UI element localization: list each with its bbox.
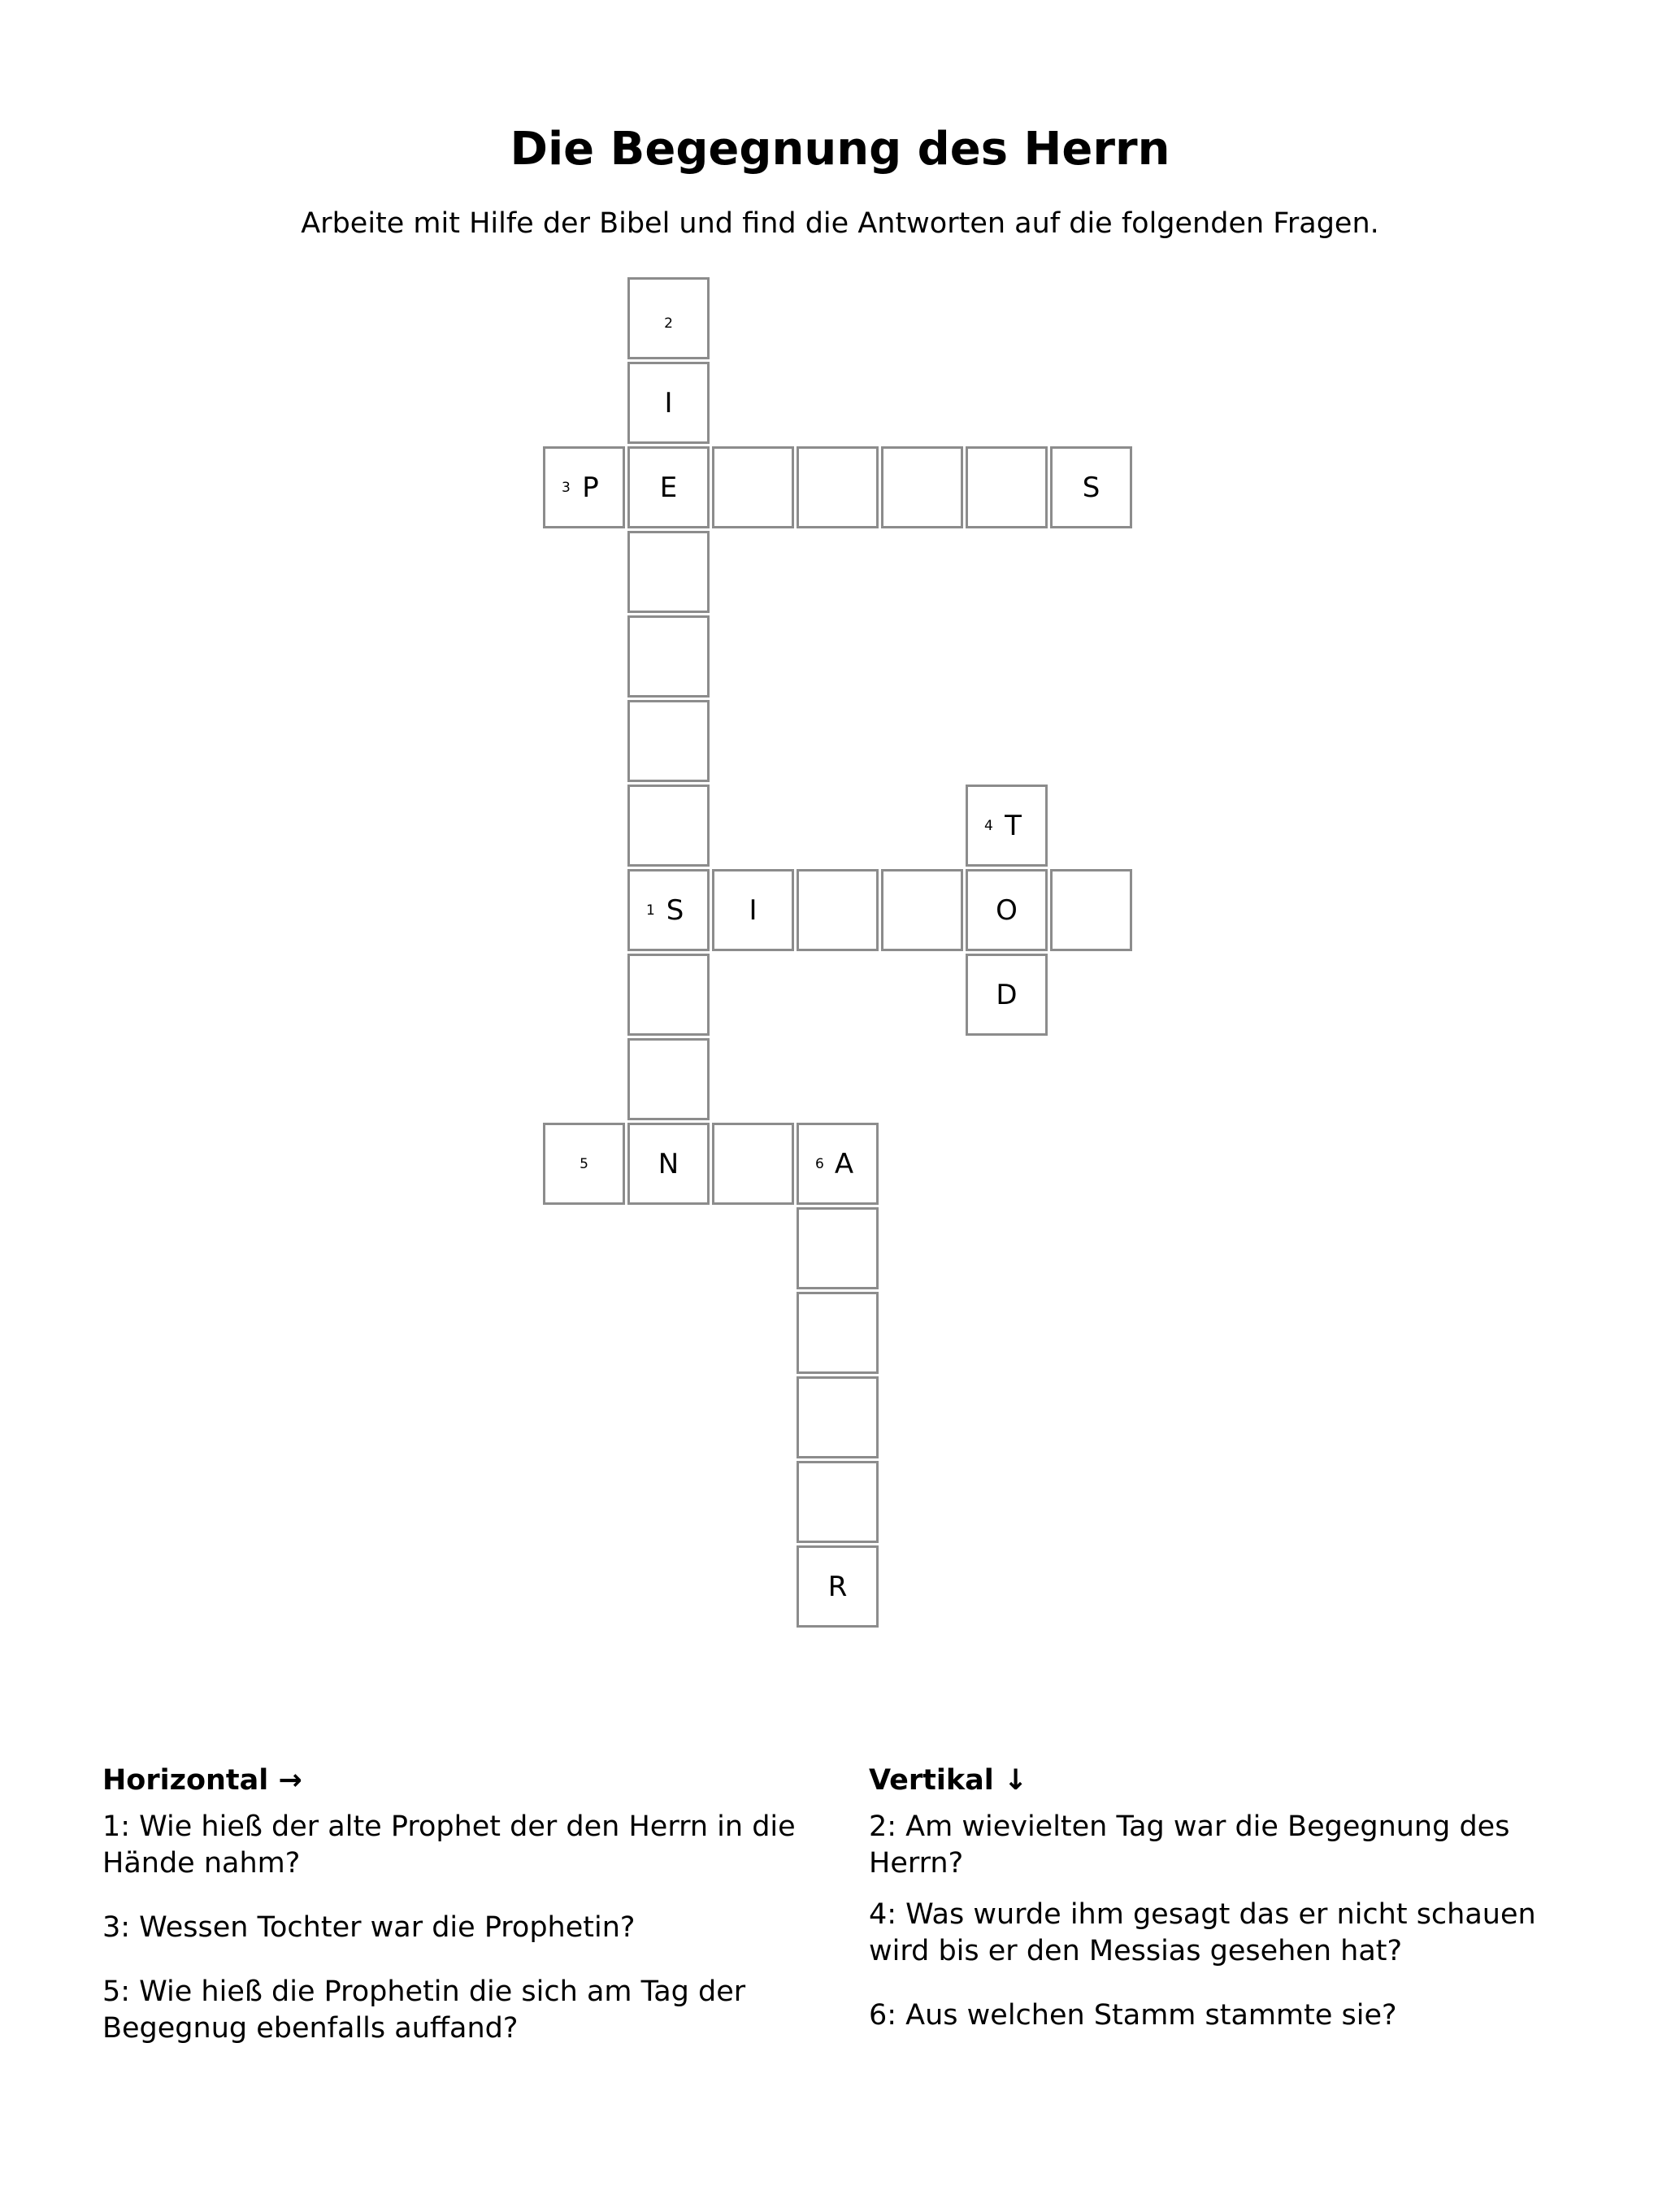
- crossword-cell[interactable]: [627, 869, 710, 951]
- crossword-cell[interactable]: [1050, 869, 1132, 951]
- clue-number: 5: [580, 1155, 588, 1172]
- cell-letter: E: [659, 471, 678, 504]
- crossword-cell[interactable]: [966, 954, 1048, 1036]
- crossword-cell[interactable]: [627, 531, 710, 613]
- vertical-heading: Vertikal ↓: [869, 1764, 1028, 1797]
- crossword-cell[interactable]: [881, 446, 963, 528]
- crossword-cell[interactable]: [627, 1123, 710, 1205]
- crossword-cell[interactable]: [881, 869, 963, 951]
- clue-vertical-4: 4: Was wurde ihm gesagt das er nicht schauen wird bis er den Messias gesehen hat?: [869, 1898, 1536, 1967]
- crossword-cell[interactable]: [627, 954, 710, 1036]
- crossword-cell[interactable]: [797, 1207, 879, 1289]
- crossword-cell[interactable]: [1050, 446, 1132, 528]
- cell-letter: O: [996, 893, 1018, 927]
- clue-number: 6: [815, 1155, 824, 1172]
- cell-letter: S: [666, 893, 684, 927]
- crossword-cell[interactable]: [627, 446, 710, 528]
- clue-number: 3: [562, 479, 571, 496]
- crossword-cell[interactable]: [627, 785, 710, 867]
- crossword-cell[interactable]: [627, 277, 710, 359]
- crossword-cell[interactable]: [543, 1123, 625, 1205]
- crossword-cell[interactable]: [966, 446, 1048, 528]
- crossword-cell[interactable]: [712, 446, 794, 528]
- clue-vertical-2: 2: Am wievielten Tag war die Begegnung des Herrn?: [869, 1810, 1510, 1880]
- vertical-clues: [869, 1763, 1584, 2049]
- clue-horizontal-1: 1: Wie hieß der alte Prophet der den Herrn in die Hände nahm?: [102, 1810, 796, 1880]
- cell-letter: N: [658, 1147, 679, 1180]
- crossword-cell[interactable]: [797, 869, 879, 951]
- clue-number: 2: [664, 315, 673, 332]
- crossword-cell[interactable]: [627, 615, 710, 698]
- cell-letter: R: [827, 1570, 848, 1603]
- crossword-cell[interactable]: [797, 1376, 879, 1458]
- cell-letter: A: [834, 1147, 854, 1180]
- cell-letter: I: [664, 386, 673, 419]
- cell-letter: P: [582, 471, 599, 504]
- crossword-cell[interactable]: [543, 446, 625, 528]
- horizontal-heading: Horizontal →: [102, 1764, 302, 1797]
- instructions: Arbeite mit Hilfe der Bibel und find die Antworten auf die folgenden Fragen.: [301, 207, 1379, 240]
- clue-number: 1: [646, 902, 655, 919]
- cell-letter: D: [996, 978, 1018, 1011]
- cell-letter: I: [749, 893, 758, 927]
- horizontal-clues: [102, 1763, 818, 2075]
- cell-letter: S: [1082, 471, 1100, 504]
- crossword-cell[interactable]: [627, 1038, 710, 1120]
- crossword-cell[interactable]: [627, 700, 710, 782]
- clue-vertical-6: 6: Aus welchen Stamm stammte sie?: [869, 1999, 1397, 2032]
- crossword-cell[interactable]: [797, 1292, 879, 1374]
- clue-horizontal-3: 3: Wessen Tochter war die Prophetin?: [102, 1911, 636, 1944]
- crossword-cell[interactable]: [797, 446, 879, 528]
- clue-number: 4: [984, 817, 993, 834]
- crossword-cell[interactable]: [966, 869, 1048, 951]
- clue-horizontal-5: 5: Wie hieß die Prophetin die sich am Tag der Begegnug ebenfalls auffand?: [102, 1976, 746, 2045]
- crossword-cell[interactable]: [797, 1123, 879, 1205]
- cell-letter: T: [1005, 809, 1022, 842]
- crossword-cell[interactable]: [797, 1545, 879, 1628]
- crossword-cell[interactable]: [627, 362, 710, 444]
- crossword-cell[interactable]: [966, 785, 1048, 867]
- crossword-cell[interactable]: [712, 1123, 794, 1205]
- crossword-cell[interactable]: [797, 1461, 879, 1543]
- page-title: Die Begegnung des Herrn: [510, 123, 1170, 176]
- crossword-cell[interactable]: [712, 869, 794, 951]
